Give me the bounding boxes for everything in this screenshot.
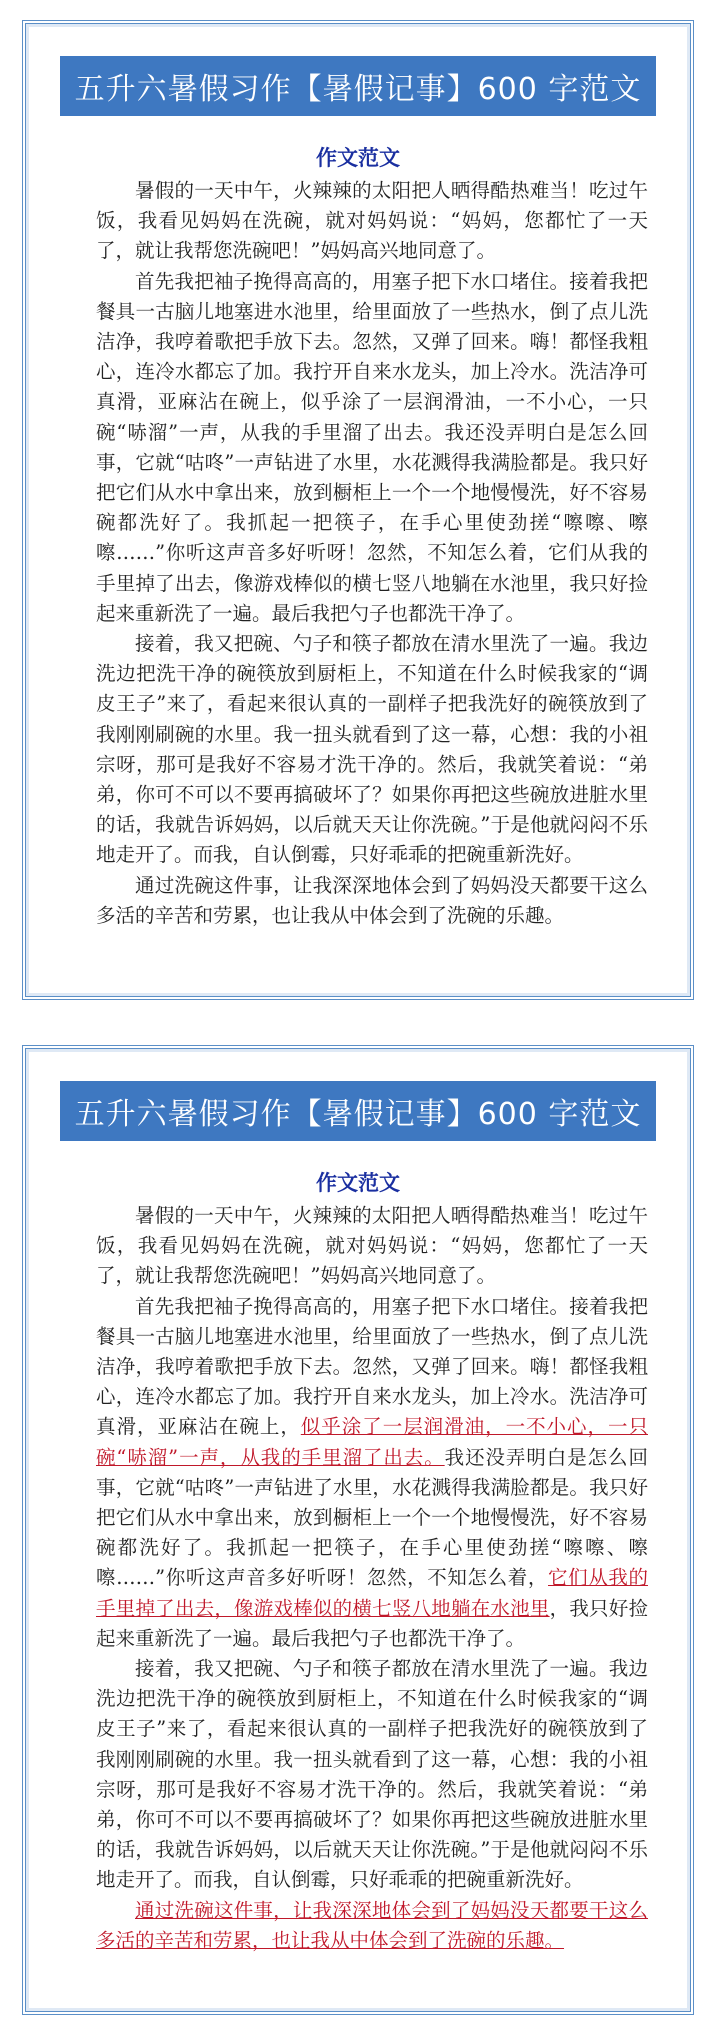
highlighted-sentence: 似乎涂了一层润滑油，一不小心，一只碗“哧溜”一声，从我的手里溜了出去。	[96, 1415, 648, 1469]
essay-card-annotated	[22, 1045, 694, 2015]
highlighted-conclusion: 通过洗碗这件事，让我深深地体会到了妈妈没天都要干这么多活的辛苦和劳累，也让我从中体会到了洗碗的乐趣。	[96, 1898, 648, 1952]
paragraph-3: 接着，我又把碗、勺子和筷子都放在清水里洗了一遍。我边洗边把洗干净的碗筷放到厨柜上，不知道在什么时候我家的“调皮王子”来了，看起来很认真的一副样子把我洗好的碗筷放到了我刚刚刷碗的水里。我一扭头就看到了这一幕，心想：我的小祖宗呀，那可是我好不容易才洗干净的。然后，我就笑着说：“弟弟，你可不可以不要再搞破坏了？如果你再把这些碗放进脏水里的话，我就告诉妈妈，以后就天天让你洗碗。”于是他就闷闷不乐地走开了。而我，自认倒霉，只好乖乖的把碗重新洗好。	[96, 1657, 648, 1892]
paragraph-1: 暑假的一天中午，火辣辣的太阳把人晒得酷热难当！吃过午饭，我看见妈妈在洗碗，就对妈妈说：“妈妈，您都忙了一天了，就让我帮您洗碗吧！”妈妈高兴地同意了。	[96, 179, 648, 263]
essay-subtitle: 作文范文	[316, 1171, 400, 1195]
highlighted-sentence: 它们从我的手里掉了出去，像游戏棒似的横七竖八地躺在水池里	[96, 1566, 648, 1620]
paragraph-1: 暑假的一天中午，火辣辣的太阳把人晒得酷热难当！吃过午饭，我看见妈妈在洗碗，就对妈妈说：“妈妈，您都忙了一天了，就让我帮您洗碗吧！”妈妈高兴地同意了。	[96, 1204, 648, 1288]
paragraph-2	[96, 1292, 648, 1654]
paragraph-3: 接着，我又把碗、勺子和筷子都放在清水里洗了一遍。我边洗边把洗干净的碗筷放到厨柜上，不知道在什么时候我家的“调皮王子”来了，看起来很认真的一副样子把我洗好的碗筷放到了我刚刚刷碗的水里。我一扭头就看到了这一幕，心想：我的小祖宗呀，那可是我好不容易才洗干净的。然后，我就笑着说：“弟弟，你可不可以不要再搞破坏了？如果你再把这些碗放进脏水里的话，我就告诉妈妈，以后就天天让你洗碗。”于是他就闷闷不乐地走开了。而我，自认倒霉，只好乖乖的把碗重新洗好。	[96, 632, 648, 867]
paragraph-2: 首先我把袖子挽得高高的，用塞子把下水口堵住。接着我把餐具一古脑儿地塞进水池里，给里面放了一些热水，倒了点儿洗洁净，我哼着歌把手放下去。忽然，又弹了回来。嗨！都怪我粗心，连冷水都忘了加。我拧开自来水龙头，加上冷水。洗洁净可真滑，亚麻沾在碗上，似乎涂了一层润滑油，一不小心，一只碗“哧溜”一声，从我的手里溜了出去。我还没弄明白是怎么回事，它就“咕咚”一声钻进了水里，水花溅得我满脸都是。我只好把它们从水中拿出来，放到橱柜上一个一个地慢慢洗，好不容易碗都洗好了。我抓起一把筷子，在手心里使劲搓“嚓嚓、嚓嚓……”你听这声音多好听呀！忽然，不知怎么着，它们从我的手里掉了出去，像游戏棒似的横七竖八地躺在水池里，我只好捡起来重新洗了一遍。最后我把勺子也都洗干净了。	[96, 269, 648, 625]
title-banner: 五升六暑假习作【暑假记事】600 字范文	[60, 56, 656, 116]
essay-subtitle: 作文范文	[316, 146, 400, 170]
paragraph-4	[96, 1896, 648, 1956]
paragraph-2-text: 首先我把袖子挽得高高的，用塞子把下水口堵住。接着我把餐具一古脑儿地塞进水池里，给里面放了一些热水，倒了点儿洗洁净，我哼着歌把手放下去。忽然，又弹了回来。嗨！都怪我粗心，连冷水都忘了加。我拧开自来水龙头，加上冷水。洗洁净可真滑，亚麻沾在碗上，	[96, 1294, 648, 1439]
essay-body	[96, 1201, 648, 1956]
title-banner: 五升六暑假习作【暑假记事】600 字范文	[60, 1081, 656, 1141]
essay-body	[96, 176, 648, 931]
paragraph-4: 通过洗碗这件事，让我深深地体会到了妈妈没天都要干这么多活的辛苦和劳累，也让我从中体会到了洗碗的乐趣。	[96, 873, 648, 927]
paragraph-2-text: 我还没弄明白是怎么回事，它就“咕咚”一声钻进了水里，水花溅得我满脸都是。我只好把它们从水中拿出来，放到橱柜上一个一个地慢慢洗，好不容易碗都洗好了。我抓起一把筷子，在手心里使劲搓“嚓嚓、嚓嚓……”你听这声音多好听呀！忽然，不知怎么着，	[96, 1445, 648, 1590]
essay-card-plain	[22, 20, 694, 1000]
paragraph-2-text: ，我只好捡起来重新洗了一遍。最后我把勺子也都洗干净了。	[96, 1596, 648, 1650]
